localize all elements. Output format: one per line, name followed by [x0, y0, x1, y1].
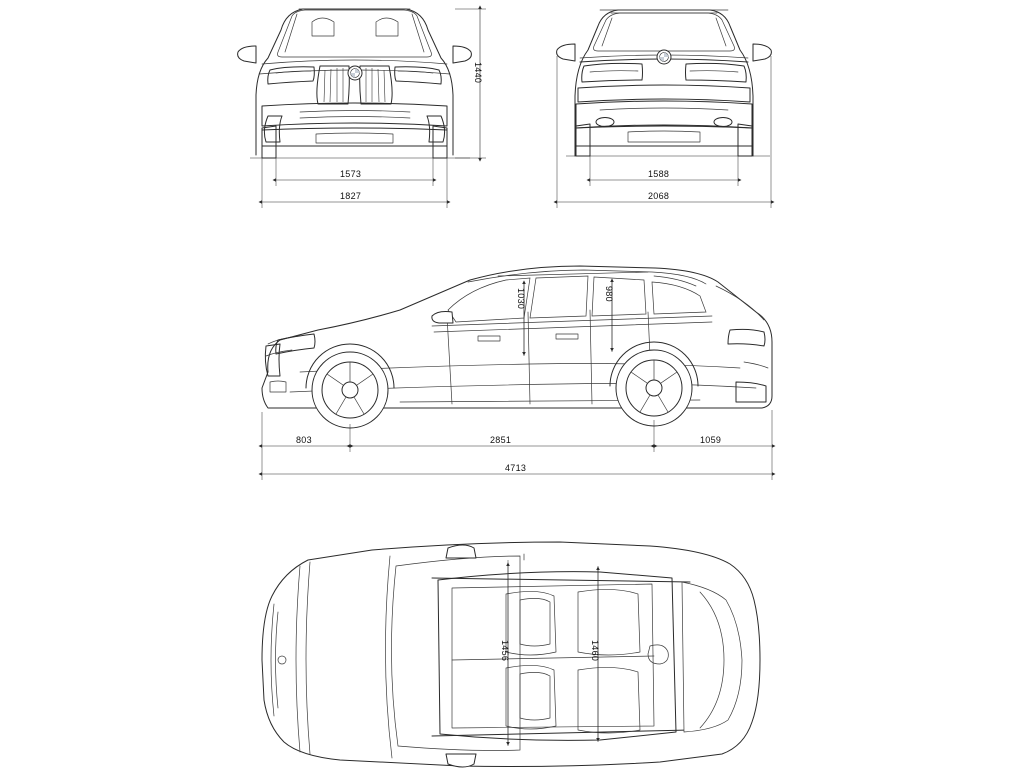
dim-front-track: 1573 [340, 169, 362, 179]
dim-rear-headroom: 980 [604, 286, 614, 302]
dim-rear-overhang: 1059 [700, 435, 722, 445]
dim-wheelbase: 2851 [490, 435, 512, 445]
rear-view [557, 10, 772, 208]
dim-overall-length: 4713 [505, 463, 527, 473]
side-view [262, 266, 772, 480]
top-view [262, 542, 760, 767]
front-view [238, 9, 486, 208]
dim-front-overhang: 803 [296, 435, 312, 445]
dim-front-headroom: 1030 [516, 288, 526, 310]
dim-rear-track: 1588 [648, 169, 670, 179]
dim-front-height: 1440 [473, 62, 483, 84]
dim-rear-shoulder-room: 1460 [590, 640, 600, 662]
dim-front-shoulder-room: 1456 [500, 640, 510, 662]
dim-front-width: 1827 [340, 191, 362, 201]
dim-rear-width-mirrors: 2068 [648, 191, 670, 201]
